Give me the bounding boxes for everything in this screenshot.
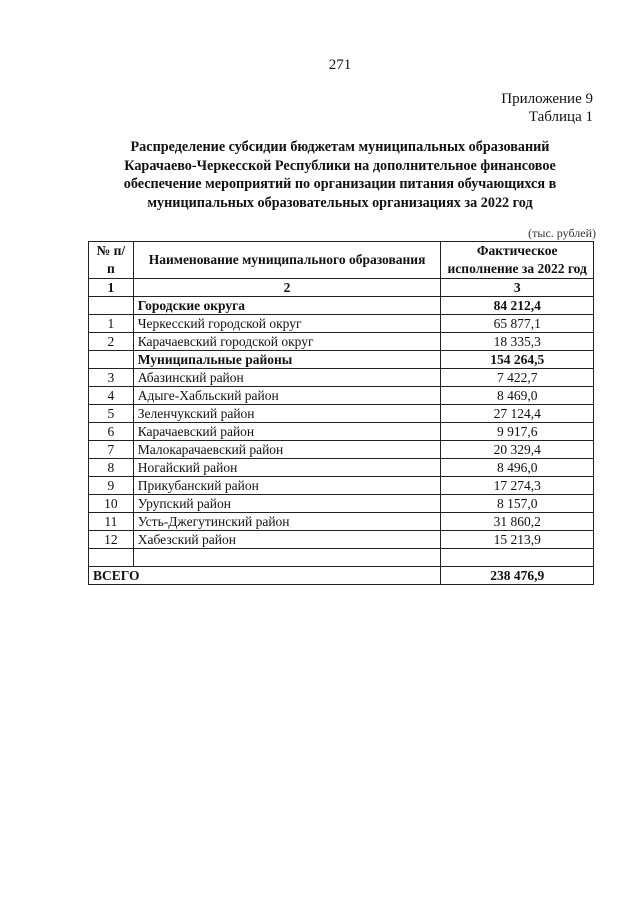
document-title <box>80 138 600 212</box>
table-row <box>89 333 594 351</box>
header-name: Наименование муниципального образования <box>133 242 441 279</box>
column-number-row <box>89 279 594 297</box>
row-num: 2 <box>89 333 134 351</box>
appendix-label <box>501 90 593 126</box>
row-name: Хабезский район <box>133 531 441 549</box>
table-row <box>89 369 594 387</box>
table-row <box>89 531 594 549</box>
group-name: Городские округа <box>133 297 441 315</box>
header-num: № п/п <box>89 242 134 279</box>
subsidy-table <box>88 241 594 585</box>
row-name: Карачаевский район <box>133 423 441 441</box>
row-name: Зеленчукский район <box>133 405 441 423</box>
table-row <box>89 513 594 531</box>
units-note: (тыс. рублей) <box>528 226 596 240</box>
row-name: Урупский район <box>133 495 441 513</box>
row-name: Малокарачаевский район <box>133 441 441 459</box>
empty-cell <box>133 549 441 567</box>
group-row-municipal-districts <box>89 351 594 369</box>
row-name: Карачаевский городской округ <box>133 333 441 351</box>
row-value: 9 917,6 <box>441 423 594 441</box>
title-line: муниципальных образовательных организациях за 2022 год <box>147 194 533 211</box>
row-name: Черкесский городской округ <box>133 315 441 333</box>
row-num: 5 <box>89 405 134 423</box>
table-row <box>89 423 594 441</box>
row-num: 11 <box>89 513 134 531</box>
header-value: Фактическое исполнение за 2022 год <box>441 242 594 279</box>
table-header-row <box>89 242 594 279</box>
column-number: 2 <box>133 279 441 297</box>
row-num: 12 <box>89 531 134 549</box>
row-name: Прикубанский район <box>133 477 441 495</box>
row-value: 18 335,3 <box>441 333 594 351</box>
appendix-number: Приложение 9 <box>501 91 593 107</box>
column-number: 3 <box>441 279 594 297</box>
table-row <box>89 315 594 333</box>
row-name: Адыге-Хабльский район <box>133 387 441 405</box>
total-value: 238 476,9 <box>441 567 594 585</box>
row-num: 6 <box>89 423 134 441</box>
row-num: 9 <box>89 477 134 495</box>
row-num: 3 <box>89 369 134 387</box>
row-value: 65 877,1 <box>441 315 594 333</box>
empty-cell <box>89 549 134 567</box>
row-name: Усть-Джегутинский район <box>133 513 441 531</box>
table-row <box>89 405 594 423</box>
row-value: 20 329,4 <box>441 441 594 459</box>
table-row <box>89 459 594 477</box>
row-value: 17 274,3 <box>441 477 594 495</box>
table-row <box>89 441 594 459</box>
row-value: 8 469,0 <box>441 387 594 405</box>
total-label: ВСЕГО <box>89 567 441 585</box>
group-value: 154 264,5 <box>441 351 594 369</box>
table-row <box>89 495 594 513</box>
group-value: 84 212,4 <box>441 297 594 315</box>
table-row <box>89 477 594 495</box>
empty-row <box>89 549 594 567</box>
total-row <box>89 567 594 585</box>
row-num: 1 <box>89 315 134 333</box>
row-num: 10 <box>89 495 134 513</box>
row-value: 7 422,7 <box>441 369 594 387</box>
row-value: 8 157,0 <box>441 495 594 513</box>
row-name: Ногайский район <box>133 459 441 477</box>
title-line: обеспечение мероприятий по организации питания обучающихся в <box>123 176 557 192</box>
title-line: Карачаево-Черкесской Республики на дополнительное финансовое <box>124 157 556 174</box>
table-number: Таблица 1 <box>528 109 593 125</box>
row-num: 7 <box>89 441 134 459</box>
row-value: 27 124,4 <box>441 405 594 423</box>
title-line: Распределение субсидии бюджетам муниципальных образований <box>130 139 550 155</box>
column-number: 1 <box>89 279 134 297</box>
row-value: 31 860,2 <box>441 513 594 531</box>
empty-cell <box>89 297 134 315</box>
empty-cell <box>441 549 594 567</box>
group-row-city-districts <box>89 297 594 315</box>
table-row <box>89 387 594 405</box>
row-num: 4 <box>89 387 134 405</box>
row-value: 15 213,9 <box>441 531 594 549</box>
group-name: Муниципальные районы <box>133 351 441 369</box>
page-number: 271 <box>328 57 352 73</box>
row-name: Абазинский район <box>133 369 441 387</box>
row-num: 8 <box>89 459 134 477</box>
empty-cell <box>89 351 134 369</box>
row-value: 8 496,0 <box>441 459 594 477</box>
